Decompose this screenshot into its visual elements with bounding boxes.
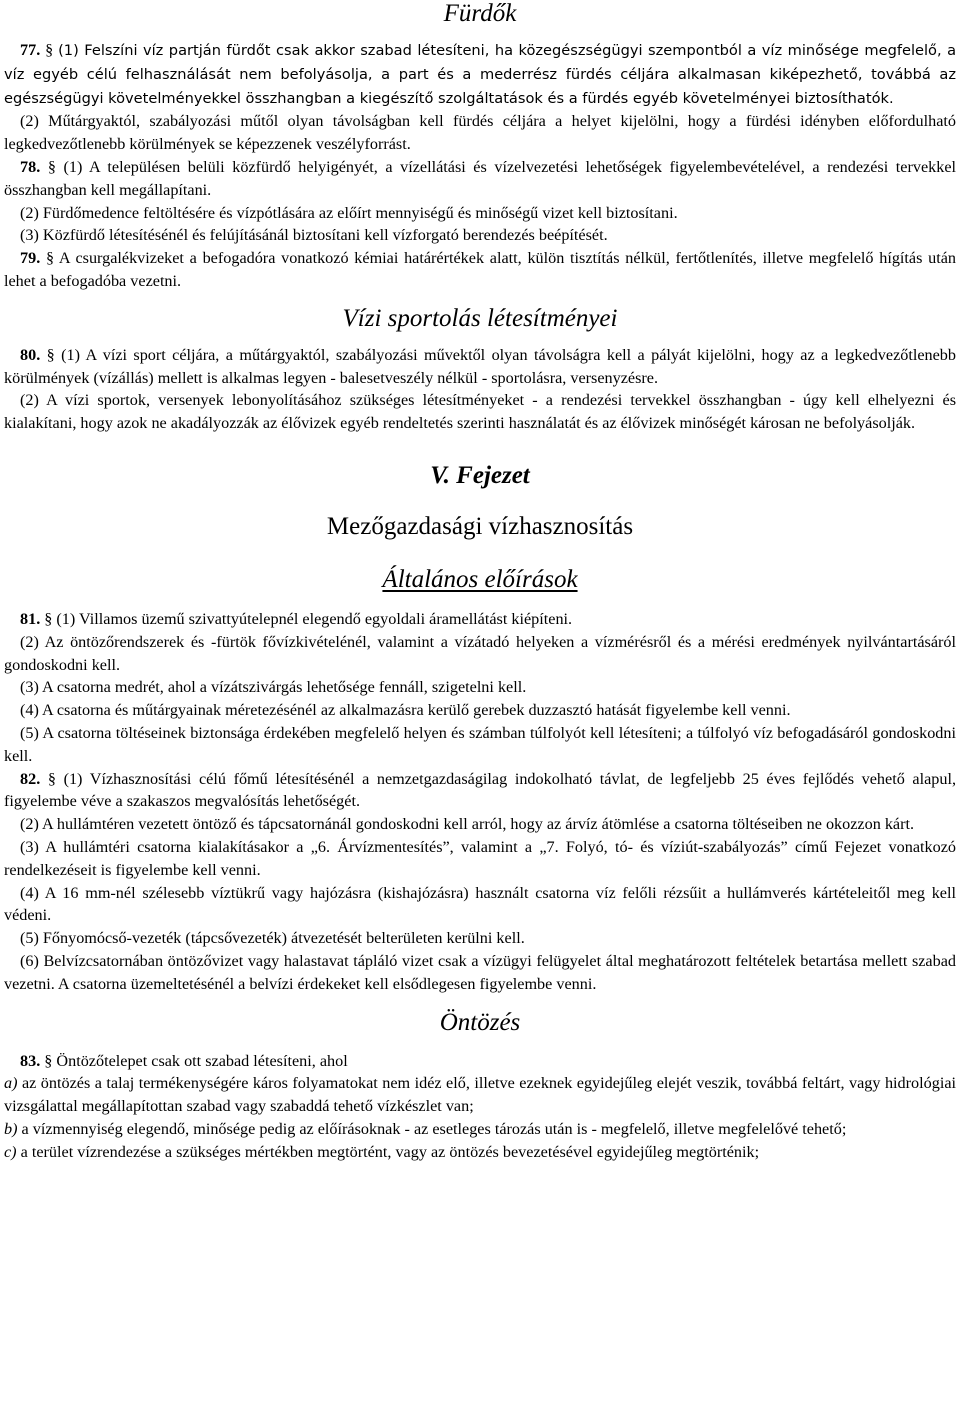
paragraph-82-6: (6) Belvízcsatornában öntözővizet vagy halastavat tápláló vizet csak a vízügyi felügyelet által meghatározott feltételek betartása mellett szabad vezetni. A csatorna üzemeltetésénél a belvízi érdekeket kell elsődlegesen figyelembe venni.: [4, 951, 956, 993]
paragraph-81-5: (5) A csatorna töltéseinek biztonsága érdekében megfelelő helyen és számban túlfolyót kell létesíteni; a túlfolyó víz befogadásáról gondoskodni kell.: [4, 723, 956, 765]
list-item-a: [4, 1072, 956, 1118]
paragraph-81-3: (3) A csatorna medrét, ahol a vízátszivárgás lehetősége fennáll, szigetelni kell.: [20, 678, 527, 697]
paragraph-text: (1) Villamos üzemű szivattyútelepnél elegendő egyoldali áramellátást kiépíteni.: [56, 609, 573, 628]
list-item-label: a): [4, 1074, 18, 1093]
paragraph-83: [4, 1050, 956, 1073]
paragraph-80-2: (2) A vízi sportok, versenyek lebonyolításához szükséges létesítményeket - a rendezési tervekkel összhangban - úgy kell elhelyezni és kialakítani, hogy azok ne akadályozzák az élővizek egyéb rendeltetés szerinti használatát és az élővizek minőségét károsan ne befolyásolják.: [4, 391, 956, 433]
list-item-b: [4, 1118, 956, 1141]
paragraph-text: (1) Vízhasznosítási célú főmű létesítésénél a nemzetgazdaságilag indokolható távlat, de legfeljebb 25 éves fejlődés vehető alapul, figyelembe véve a szakaszos megvalósítás lehetőségét.: [4, 769, 957, 811]
section-number: 77.: [20, 41, 41, 59]
paragraph-78-3: (3) Közfürdő létesítésénél és felújításánál biztosítani kell vízforgató berendezés beépítését.: [20, 226, 608, 245]
section-number: 81.: [20, 609, 41, 628]
paragraph-text: Öntözőtelepet csak ott szabad létesíteni, ahol: [56, 1051, 348, 1070]
paragraph-78-2: (2) Fürdőmedence feltöltésére és vízpótlására az előírt mennyiségű és minőségű vizet kell biztosítani.: [20, 203, 678, 222]
section-sign: §: [46, 345, 55, 364]
section-heading-furdok: Fürdők: [443, 0, 517, 27]
section-heading-ontozes: Öntözés: [439, 1008, 521, 1036]
section-sign: §: [44, 1051, 53, 1070]
paragraph-81-4: (4) A csatorna és műtárgyainak méretezésénél az alkalmazásra kerülő gerebek duzzasztó hatását figyelembe kell venni.: [20, 701, 791, 720]
list-item-text: a terület vízrendezése a szükséges mértékben megtörtént, vagy az öntözés bevezetésével egyidejűleg megtörténik;: [20, 1142, 760, 1161]
paragraph-text: (1) Felszíni víz partján fürdőt csak akkor szabad létesíteni, ha közegészségügyi szempontból a víz minősége megfelelő, a víz egyéb célú felhasználását nem befolyásolja, a part és a mederrész fürdés céljára alkalmasan kiképezhető, továbbá az egészségügyi követelményekkel összhangban a kiegészítő szolgáltatások és a fürdés egyéb követelményei biztosíthatók.: [4, 42, 957, 107]
section-sign: §: [45, 249, 55, 268]
paragraph-82-2: (2) A hullámtéren vezetett öntöző és tápcsatornánál gondoskodni kell arról, hogy az árvíz átömlése a csatorna töltéseiben ne okozzon kárt.: [20, 815, 915, 834]
section-sign: §: [47, 157, 56, 176]
paragraph-82-1: [4, 768, 956, 814]
list-item-label: c): [4, 1142, 17, 1161]
chapter-title: Mezőgazdasági vízhasznosítás: [326, 512, 634, 540]
chapter-heading: V. Fejezet: [430, 461, 530, 489]
paragraph-78-1: [4, 156, 956, 202]
paragraph-79: [4, 247, 956, 293]
section-number: 78.: [20, 157, 41, 176]
paragraph-text: A csurgalékvizeket a befogadóra vonatkozó kémiai határértékek alatt, külön tisztítás nélkül, fertőtlenítés, illetve megfelelő hígítás után lehet a befogadóba vezetni.: [4, 249, 956, 290]
paragraph-77-2: (2) Műtárgyaktól, szabályozási műtől olyan távolságban kell fürdés céljára a helyet kijelölni, hogy a fürdési idényben előfordulható legkedvezőtlenebb körülmények se képezzenek veszélyforrást.: [4, 112, 956, 154]
section-heading-vizi-sport: Vízi sportolás létesítményei: [342, 304, 618, 332]
section-sign: §: [44, 609, 53, 628]
list-item-text: a vízmennyiség elegendő, minősége pedig az előírásoknak - az esetleges tározás után is - megfelelő, illetve megfelelővé tehető;: [21, 1119, 847, 1138]
paragraph-text: (1) A településen belüli közfürdő helyigényét, a vízellátási és vízelvezetési lehetőségek figyelembevételével, a rendezési tervekkel összhangban kell megállapítani.: [4, 157, 957, 199]
paragraph-80-1: [4, 344, 956, 390]
section-number: 80.: [20, 345, 41, 364]
paragraph-text: (1) A vízi sport céljára, a műtárgyaktól, szabályozási művektől olyan távolságra kell a pályát kijelölni, hogy az a legkedvezőtlenebb körülmények (vízállás) mellett is alkalmas legyen - balesetveszély nélkül - sportolásra, versenyzésre.: [4, 345, 956, 387]
paragraph-82-5: (5) Főnyomócső-vezeték (tápcsővezeték) átvezetését belterületen kerülni kell.: [20, 929, 525, 948]
paragraph-81-2: (2) Az öntözőrendszerek és -fürtök fővízkivételénél, valamint a vízátadó helyeken a vízmérésről és a mérési eredmények nyilvántartásáról gondoskodni kell.: [4, 632, 956, 674]
section-number: 79.: [20, 249, 41, 268]
section-number: 83.: [20, 1051, 41, 1070]
section-sign: §: [45, 41, 54, 59]
list-item-label: b): [4, 1119, 18, 1138]
subheading-general: [4, 566, 956, 594]
list-item-text: az öntözés a talaj termékenységére káros folyamatokat nem idéz elő, illetve ezeknek egyidejűleg elejét veszik, továbbá feltárt, vagy hidrológiai vizsgálattal megállapítottan szabad vagy szabaddá tehető vízkészlet van;: [4, 1074, 956, 1116]
section-number: 82.: [20, 769, 41, 788]
list-item-c: [4, 1141, 956, 1164]
paragraph-82-4: (4) A 16 mm-nél szélesebb víztükrű vagy hajózásra (kishajózásra) használt csatorna víz felőli rézsűit a hullámverés kártételeitől meg kell védeni.: [4, 883, 956, 925]
subheading-text: Általános előírások: [382, 565, 578, 593]
section-sign: §: [47, 769, 56, 788]
paragraph-77-1: [4, 39, 956, 110]
paragraph-82-3: (3) A hullámtéri csatorna kialakításakor a „6. Árvízmentesítés”, valamint a „7. Folyó, tó- és víziút-szabályozás” című Fejezet vonatkozó rendelkezéseit is figyelembe kell venni.: [4, 837, 956, 879]
paragraph-81-1: [4, 608, 956, 631]
